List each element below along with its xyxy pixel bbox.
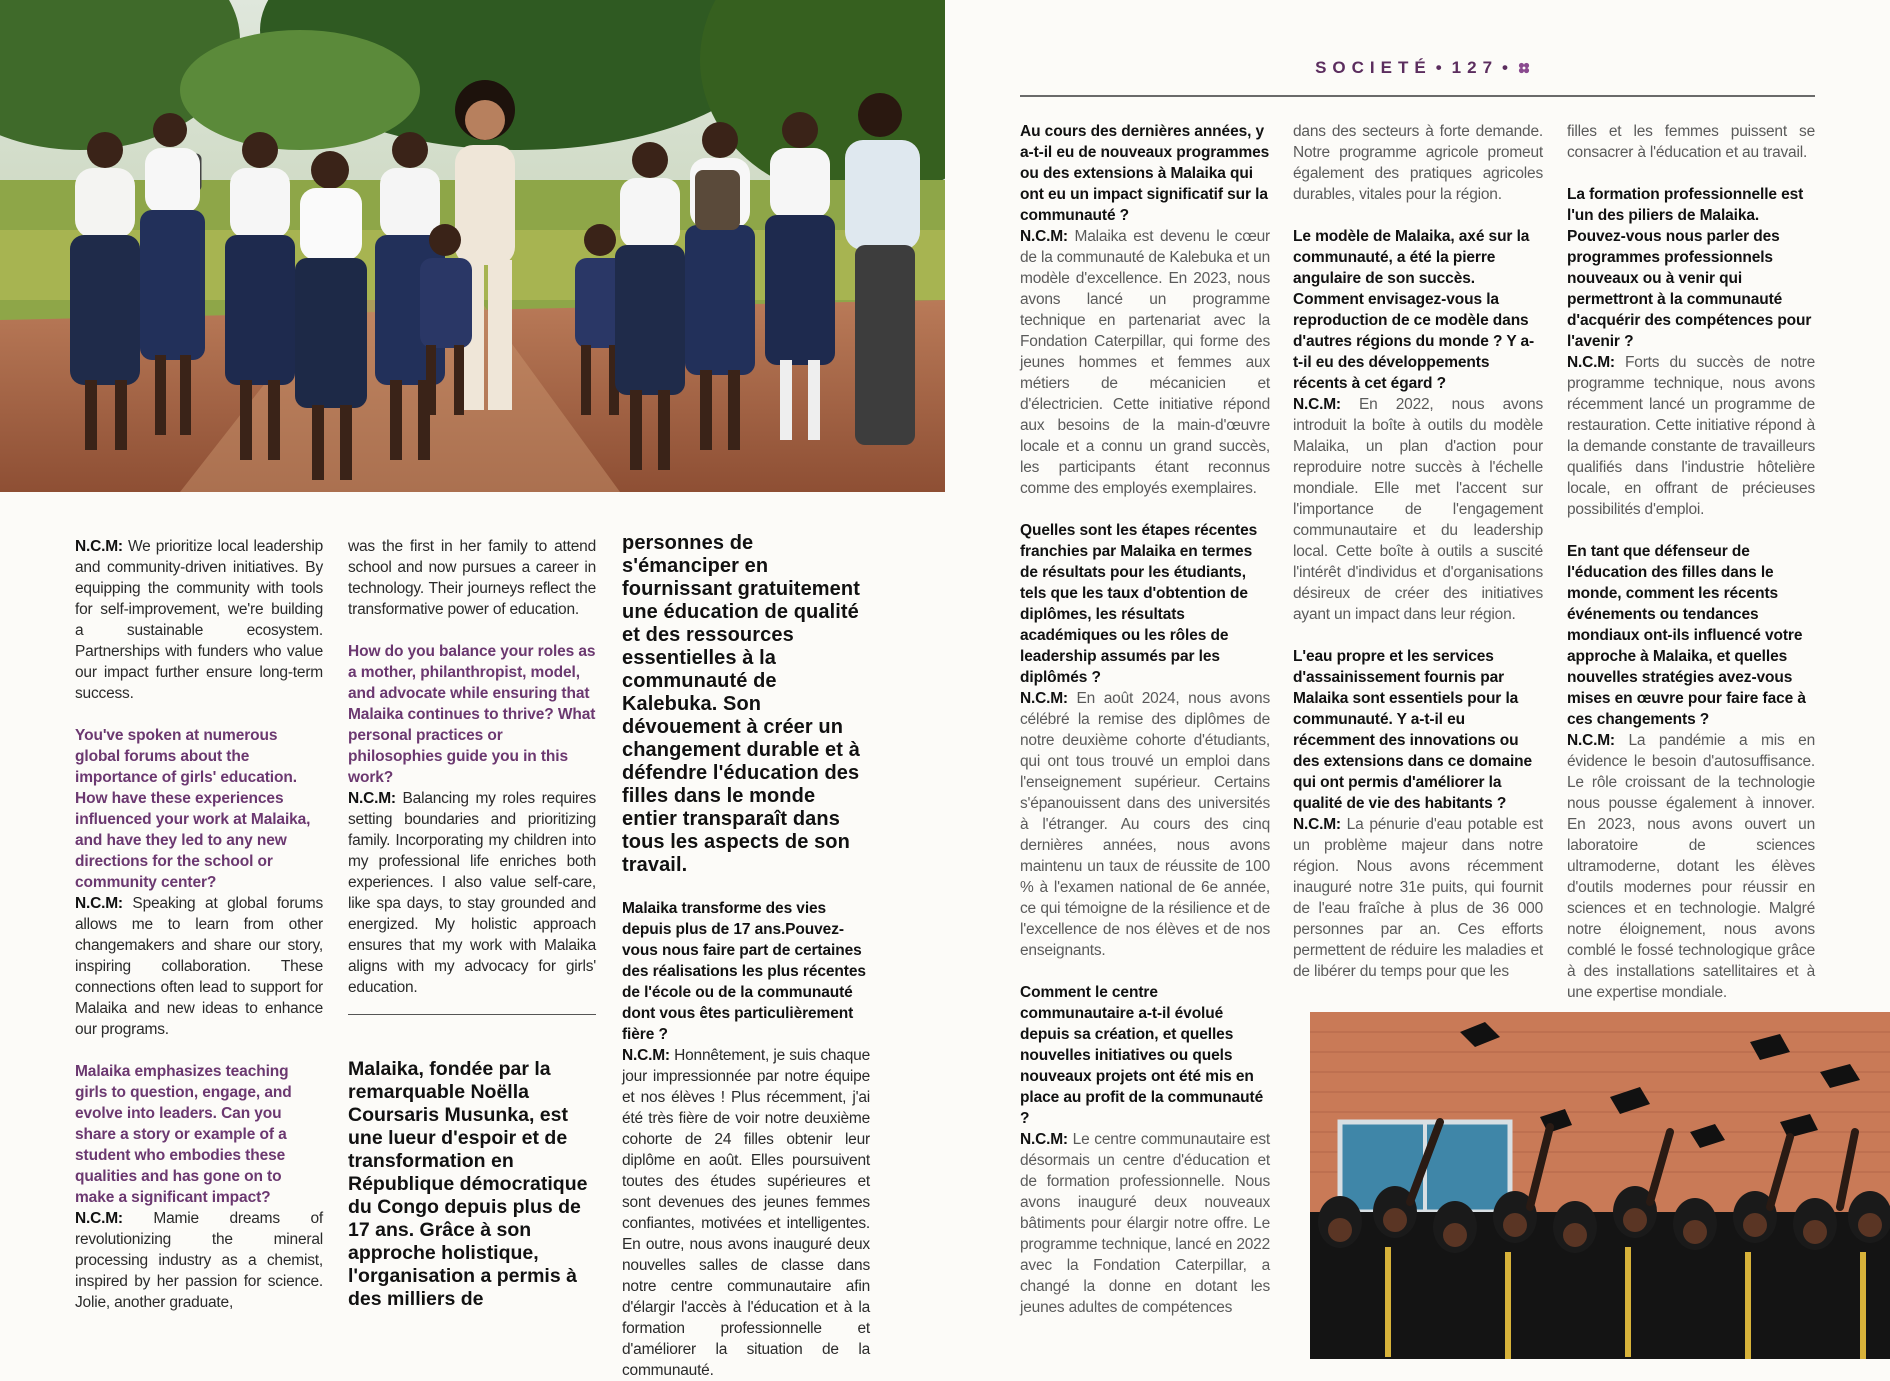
answer-text: Honnêtement, je suis chaque jour impressionnée par notre équipe et nos élèves ! Plus récemment, j'ai été très fière de voir notre deuxième cohorte de 24 filles obtenir leur diplôme en août. Elles poursuivent toutes des études supérieures et sont devenues des jeunes femmes confiantes, motivées et intelligentes. En outre, nous avons inauguré deux nouvelles salles de classe dans notre centre communautaire afin d'élargir l'accès à l'éducation et à la formation professionnelle et d'améliorer la situation de la communauté. [622, 1047, 870, 1379]
speaker-label: N.C.M: [622, 1047, 670, 1064]
speaker-label: N.C.M: [1020, 228, 1068, 245]
speaker-label: N.C.M: [1020, 1131, 1068, 1148]
answer-continuation: was the first in her family to attend school and now pursues a career in technology. Their journeys reflect the transformative power of education. [348, 538, 596, 618]
column-5 [1293, 121, 1543, 982]
speaker-label: N.C.M: [1567, 732, 1615, 749]
speaker-label: N.C.M: [1020, 690, 1068, 707]
answer-paragraph [1020, 1129, 1270, 1318]
question-text: Au cours des dernières années, y a-t-il eu de nouveaux programmes ou des extensions à Malaika qui ont eu un impact significatif sur la communauté ? [1020, 123, 1270, 224]
pullquote-block [348, 1058, 596, 1311]
answer-text: Speaking at global forums allows me to learn from other changemakers and share our story, inspiring collaboration. These connections often lead to support for Malaika and new ideas to enhance our programs. [75, 895, 323, 1038]
question-text: Quelles sont les étapes récentes franchies par Malaika en termes de résultats pour les étudiants, tels que les taux d'obtention de diplômes, les résultats académiques ou les rôles de leadership assumés par les diplômés ? [1020, 522, 1258, 686]
column-2 [348, 536, 596, 998]
answer-text: Malaika est devenu le cœur de la communauté de Kalebuka et un modèle d'excellence. En 2023, nous avons lancé un programme technique en partenariat avec la Fondation Caterpillar, qui forme des jeunes hommes et femmes aux métiers de mécanicien et d'électricien. Cette initiative répond aux besoins de la main-d'œuvre locale et a connu un grand succès, les participants étant reconnus comme des employés exemplaires. [1020, 228, 1270, 497]
column-1 [75, 536, 323, 1313]
answer-paragraph [1020, 226, 1270, 499]
schoolgirls-walking-photo [0, 0, 945, 492]
answer-text: Le centre communautaire est désormais un centre d'éducation et de formation professionnelle. Nous avons inauguré deux nouveaux bâtiments pour élargir notre offre. Le programme technique, lancé en 2022 avec la Fondation Caterpillar, a changé la donne en dotant les jeunes adultes de compétences [1020, 1131, 1270, 1316]
answer-paragraph [622, 1045, 870, 1381]
column-4 [1020, 121, 1270, 1318]
answer-continuation: dans des secteurs à forte demande. Notre programme agricole promeut également des pratiques agricoles durables, vitales pour la région. [1293, 123, 1543, 203]
answer-paragraph [1020, 688, 1270, 961]
running-head: SOCIETÉ • 127 • [1300, 58, 1530, 78]
answer-text: Mamie dreams of revolutionizing the mineral processing industry as a chemist, inspired by her passion for science. Jolie, another graduate, [75, 1210, 323, 1311]
graduation-caps-photo [1310, 1012, 1890, 1359]
answer-text: Balancing my roles requires setting boundaries and prioritizing family. Incorporating my children into my professional life enriches both experiences. I also value self-care, like spa days, to stay grounded and energized. My holistic approach ensures that my work with Malaika aligns with my advocacy for girls' education. [348, 790, 596, 996]
pullquote-text: Malaika, fondée par la remarquable Noëlla Coursaris Musunka, est une lueur d'espoir et de transformation en République démocratique du Congo depuis plus de 17 ans. Grâce à son approche holistique, l'organisation a permis à des milliers de [348, 1058, 588, 1310]
answer-paragraph [1567, 352, 1815, 520]
answer-paragraph [75, 1208, 323, 1313]
column-3 [622, 532, 870, 1381]
pullquote-continuation: personnes de s'émanciper en fournissant gratuitement une éducation de qualité et des ressources essentielles à la communauté de Kalebuka. Son dévouement à créer un changement durable et à défendre l'éducation des filles dans le monde entier transparaît dans tous les aspects de son travail. [622, 532, 860, 876]
question-text: En tant que défenseur de l'éducation des filles dans le monde, comment les récents événements ou tendances mondiaux ont-ils influencé votre approche à Malaika, et quelles nouvelles stratégies avez-vous mises en œuvre pour faire face à ces changements ? [1567, 543, 1806, 728]
question-text: Comment le centre communautaire a-t-il évolué depuis sa création, et quelles nouvelles initiatives ou quels nouveaux projets ont été mis en place au profit de la communauté ? [1020, 984, 1264, 1127]
answer-text: En 2022, nous avons introduit la boîte à outils du modèle Malaika, un plan d'action pour reproduire notre succès à l'échelle mondiale. Elle met l'accent sur l'importance de l'engagement communautaire et du leadership local. Cette boîte à outils a suscité l'intérêt d'individus et d'organisations désireux de créer des initiatives ayant un impact dans leur région. [1293, 396, 1543, 623]
answer-continuation: filles et les femmes puissent se consacrer à l'éducation et au travail. [1567, 123, 1815, 161]
speaker-label: N.C.M: [75, 538, 123, 555]
answer-paragraph [348, 788, 596, 998]
answer-text: Forts du succès de notre programme technique, nous avons récemment lancé un programme de restauration. Cette initiative répond à la demande constante de travailleurs qualifiés dans l'industrie hôtelière locale, en offrant de précieuses possibilités d'emploi. [1567, 354, 1815, 518]
answer-paragraph [1293, 814, 1543, 982]
speaker-label: N.C.M: [75, 1210, 123, 1227]
speaker-label: N.C.M: [75, 895, 123, 912]
speaker-label: N.C.M: [348, 790, 396, 807]
answer-paragraph [75, 536, 323, 704]
flower-ornament-icon [1518, 62, 1530, 74]
question-text: You've spoken at numerous global forums about the importance of girls' education. How have these experiences influenced your work at Malaika, and have they led to any new directions for the school or community center? [75, 727, 311, 891]
answer-text: La pénurie d'eau potable est un problème majeur dans notre région. Nous avons récemment inauguré notre 31e puits, qui fournit de l'eau fraîche à plus de 36 000 personnes par an. Ces efforts permettent de réduire les maladies et de libérer du temps pour que les [1293, 816, 1543, 980]
question-text: How do you balance your roles as a mother, philanthropist, model, and advocate while ensuring that Malaika continues to thrive? What personal practices or philosophies guide you in this work? [348, 643, 596, 786]
question-text: Malaika emphasizes teaching girls to question, engage, and evolve into leaders. Can you share a story or example of a student who embodies these qualities and has gone on to make a significant impact? [75, 1063, 292, 1206]
answer-paragraph [1293, 394, 1543, 625]
answer-paragraph [1567, 730, 1815, 1003]
question-text: Malaika transforme des vies depuis plus de 17 ans.Pouvez-vous nous faire part de certaines des réalisations les plus récentes de l'école ou de la communauté dont vous êtes particulièrement fière ? [622, 900, 866, 1043]
page-number: 127 [1451, 58, 1499, 77]
answer-text: En août 2024, nous avons célébré la remise des diplômes de notre deuxième cohorte d'étudiants, qui ont tous trouvé un emploi dans l'enseignement supérieur. Certains s'épanouissent dans des universités à l'étranger. Au cours des cinq dernières années, nous avons maintenu un taux de réussite de 100 % à l'examen national de 6e année, ce qui témoigne de la résilience et de l'excellence de nos élèves et de nos enseignants. [1020, 690, 1270, 959]
section-name: SOCIETÉ [1315, 58, 1432, 77]
answer-text: We prioritize local leadership and community-driven initiatives. By equipping the community with tools for self-improvement, we're building a sustainable ecosystem. Partnerships with funders who value our impact further ensure long-term success. [75, 538, 323, 702]
question-text: L'eau propre et les services d'assainissement fournis par Malaika sont essentiels pour la communauté. Y a-t-il eu récemment des innovations ou des extensions dans ce domaine qui ont permis d'améliorer la qualité de vie des habitants ? [1293, 648, 1533, 812]
speaker-label: N.C.M: [1567, 354, 1615, 371]
speaker-label: N.C.M: [1293, 816, 1341, 833]
speaker-label: N.C.M: [1293, 396, 1341, 413]
answer-paragraph [75, 893, 323, 1040]
question-text: La formation professionnelle est l'un des piliers de Malaika. Pouvez-vous nous parler des programmes professionnels nouveaux ou à venir qui permettront à la communauté d'acquérir des compétences pour l'avenir ? [1567, 186, 1812, 350]
header-rule [1020, 95, 1815, 97]
column-6 [1567, 121, 1815, 1003]
answer-text: La pandémie a mis en évidence le besoin d'autosuffisance. Le rôle croissant de la technologie nous pousse également à innover. En 2023, nous avons ouvert un laboratoire de sciences ultramoderne, dotant les élèves d'outils modernes pour réussir en sciences et en technologie. Malgré notre éloignement, nous avons comblé le fossé technologique grâce à des installations satellitaires et à une expertise mondiale. [1567, 732, 1815, 1001]
question-text: Le modèle de Malaika, axé sur la communauté, a été la pierre angulaire de son succès. Comment envisagez-vous la reproduction de ce modèle dans d'autres régions du monde ? Y a-t-il eu des développements récents à cet égard ? [1293, 228, 1535, 392]
pullquote-divider [348, 1014, 596, 1015]
